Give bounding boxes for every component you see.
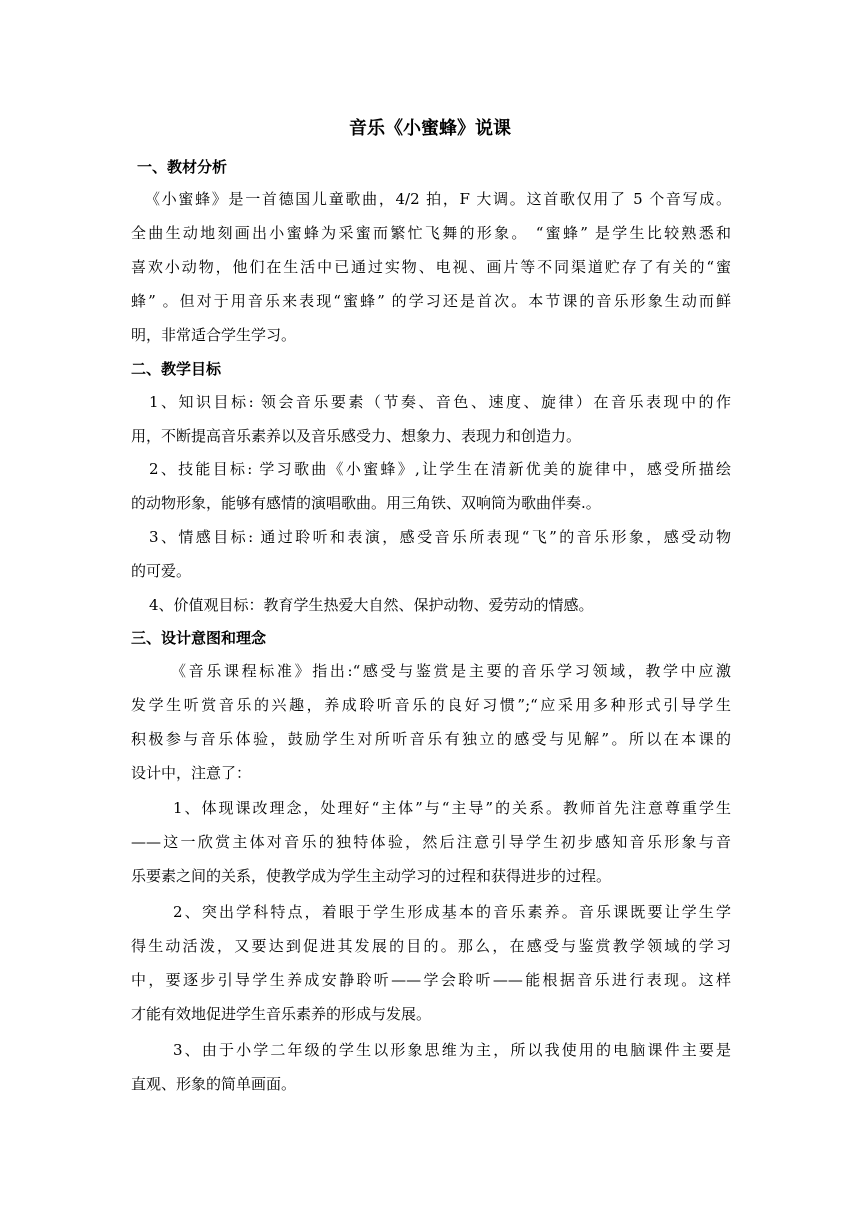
section-heading: 三、设计意图和理念	[131, 629, 267, 647]
paragraph-line: 3、由于小学二年级的学生以形象思维为主，所以我使用的电脑课件主要是	[173, 1041, 731, 1059]
section-heading: 二、教学目标	[131, 360, 222, 378]
paragraph-line: 得生动活泼，又要达到促进其发展的目的。那么，在感受与鉴赏教学领域的学习	[131, 937, 731, 955]
paragraph-line: 才能有效地促进学生音乐素养的形成与发展。	[131, 1005, 432, 1023]
paragraph-line: 1、知识目标: 领会音乐要素（节奏、音色、速度、旋律）在音乐表现中的作	[149, 393, 731, 411]
paragraph-line: 全曲生动地刻画出小蜜蜂为采蜜而繁忙飞舞的形象。 “蜜蜂” 是学生比较熟悉和	[131, 224, 731, 242]
paragraph-line: 《小蜜蜂》是一首德国儿童歌曲，4/2 拍，F 大调。这首歌仅用了 5 个音写成。	[145, 190, 731, 208]
paragraph-line: 的动物形象，能够有感情的演唱歌曲。用三角铁、双响筒为歌曲伴奏.。	[131, 494, 601, 512]
section-heading: 一、教材分析	[137, 158, 228, 176]
paragraph-line: 喜欢小动物，他们在生活中已通过实物、电视、画片等不同渠道贮存了有关的“蜜	[131, 258, 731, 276]
paragraph-line: 直观、形象的简单画面。	[131, 1075, 297, 1093]
paragraph-line: 明，非常适合学生学习。	[131, 326, 297, 344]
paragraph-line: 用，不断提高音乐素养以及音乐感受力、想象力、表现力和创造力。	[131, 427, 582, 445]
paragraph-line: 1、体现课改理念，处理好“主体”与“主导”的关系。教师首先注意尊重学生	[173, 799, 731, 817]
paragraph-line: 设计中，注意了：	[131, 764, 252, 782]
paragraph-line: 3、情感目标: 通过聆听和表演，感受音乐所表现“飞”的音乐形象，感受动物	[149, 528, 731, 546]
page-title: 音乐《小蜜蜂》说课	[349, 118, 511, 139]
paragraph-line: ——这一欣赏主体对音乐的独特体验，然后注意引导学生初步感知音乐形象与音	[131, 833, 731, 851]
paragraph-line: 积极参与音乐体验，鼓励学生对所听音乐有独立的感受与见解”。所以在本课的	[131, 730, 731, 748]
paragraph-line: 的可爱。	[131, 562, 192, 580]
paragraph-line: 蜂” 。但对于用音乐来表现“蜜蜂” 的学习还是首次。本节课的音乐形象生动而鲜	[131, 292, 731, 310]
paragraph-line: 2、技能目标: 学习歌曲《小蜜蜂》,让学生在清新优美的旋律中，感受所描绘	[149, 460, 731, 478]
paragraph-line: 乐要素之间的关系，使教学成为学生主动学习的过程和获得进步的过程。	[131, 867, 612, 885]
paragraph-line: 4、价值观目标：教育学生热爱大自然、保护动物、爱劳动的情感。	[149, 596, 594, 614]
paragraph-line: 中，要逐步引导学生养成安静聆听——学会聆听——能根据音乐进行表现。这样	[131, 971, 731, 989]
paragraph-line: 发学生听赏音乐的兴趣，养成聆听音乐的良好习惯”;“应采用多种形式引导学生	[131, 696, 731, 714]
paragraph-line: 2、突出学科特点，着眼于学生形成基本的音乐素养。音乐课既要让学生学	[173, 903, 731, 921]
paragraph-line: 《音乐课程标准》指出:“感受与鉴赏是主要的音乐学习领域，教学中应激	[171, 662, 731, 680]
